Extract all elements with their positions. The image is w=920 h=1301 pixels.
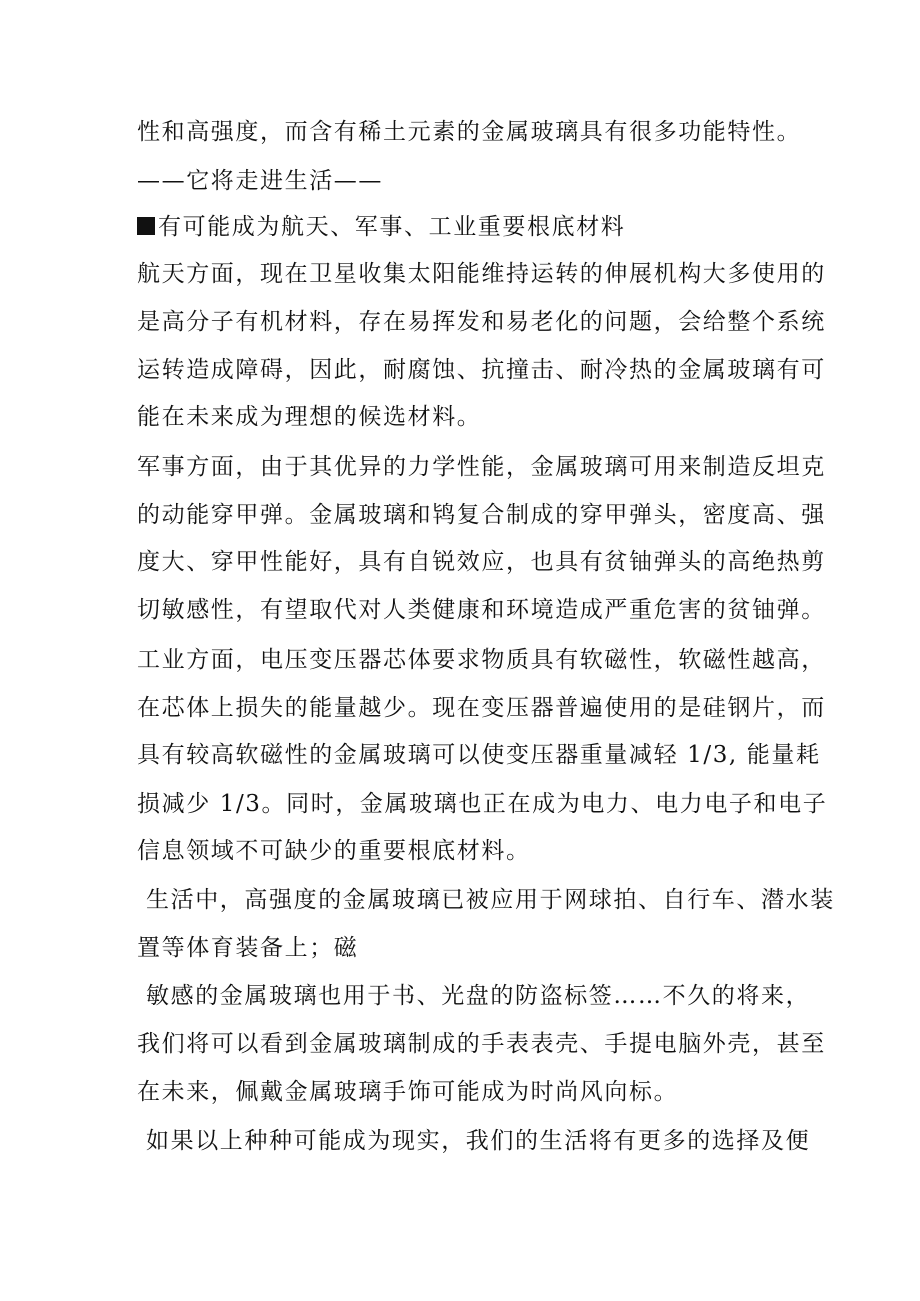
paragraph-line: 的动能穿甲弹。金属玻璃和鸨复合制成的穿甲弹头，密度高、强: [137, 502, 826, 528]
section-title: ——它将走进生活——: [137, 168, 383, 194]
paragraph-line: 是高分子有机材料，存在易挥发和易老化的问题，会给整个系统: [137, 309, 826, 335]
paragraph-line: 航天方面，现在卫星收集太阳能维持运转的伸展机构大多使用的: [137, 261, 826, 287]
subheading-text: 有可能成为航天、军事、工业重要根底材料: [158, 214, 626, 240]
paragraph-line: 在未来，佩戴金属玻璃手饰可能成为时尚风向标。: [137, 1079, 679, 1105]
black-square-bullet-icon: [137, 217, 155, 235]
paragraph-line: 信息领域不可缺少的重要根底材料。: [137, 838, 531, 864]
paragraph-line: 切敏感性，有望取代对人类健康和环境造成严重危害的贫铀弹。: [137, 597, 826, 623]
subheading: [137, 212, 817, 242]
paragraph-line: 工业方面，电压变压器芯体要求物质具有软磁性，软磁性越高，: [137, 647, 826, 673]
paragraph-line: 敏感的金属玻璃也用于书、光盘的防盗标签……不久的将来，: [146, 983, 811, 1009]
paragraph-line: 能在未来成为理想的候选材料。: [137, 404, 482, 430]
paragraph-line: 运转造成障碍，因此，耐腐蚀、抗撞击、耐冷热的金属玻璃有可: [137, 357, 826, 383]
paragraph-line: 损减少 1/3。同时，金属玻璃也正在成为电力、电力电子和电子: [137, 791, 828, 817]
paragraph-line: 置等体育装备上；磁: [137, 935, 359, 961]
paragraph-line: 在芯体上损失的能量越少。现在变压器普遍使用的是硅钢片，而: [137, 695, 826, 721]
paragraph-line: 如果以上种种可能成为现实，我们的生活将有更多的选择及便: [146, 1128, 811, 1154]
paragraph-line: 性和高强度，而含有稀土元素的金属玻璃具有很多功能特性。: [137, 119, 802, 145]
paragraph-line: 生活中，高强度的金属玻璃已被应用于网球拍、自行车、潜水装: [146, 887, 835, 913]
paragraph-line: 军事方面，由于其优异的力学性能，金属玻璃可用来制造反坦克: [137, 454, 826, 480]
paragraph-line: 我们将可以看到金属玻璃制成的手表表壳、手提电脑外壳，甚至: [137, 1031, 826, 1057]
paragraph-line: 度大、穿甲性能好，具有自锐效应，也具有贫铀弹头的高绝热剪: [137, 549, 826, 575]
paragraph-line: 具有较高软磁性的金属玻璃可以使变压器重量减轻 1/3, 能量耗: [137, 742, 821, 768]
